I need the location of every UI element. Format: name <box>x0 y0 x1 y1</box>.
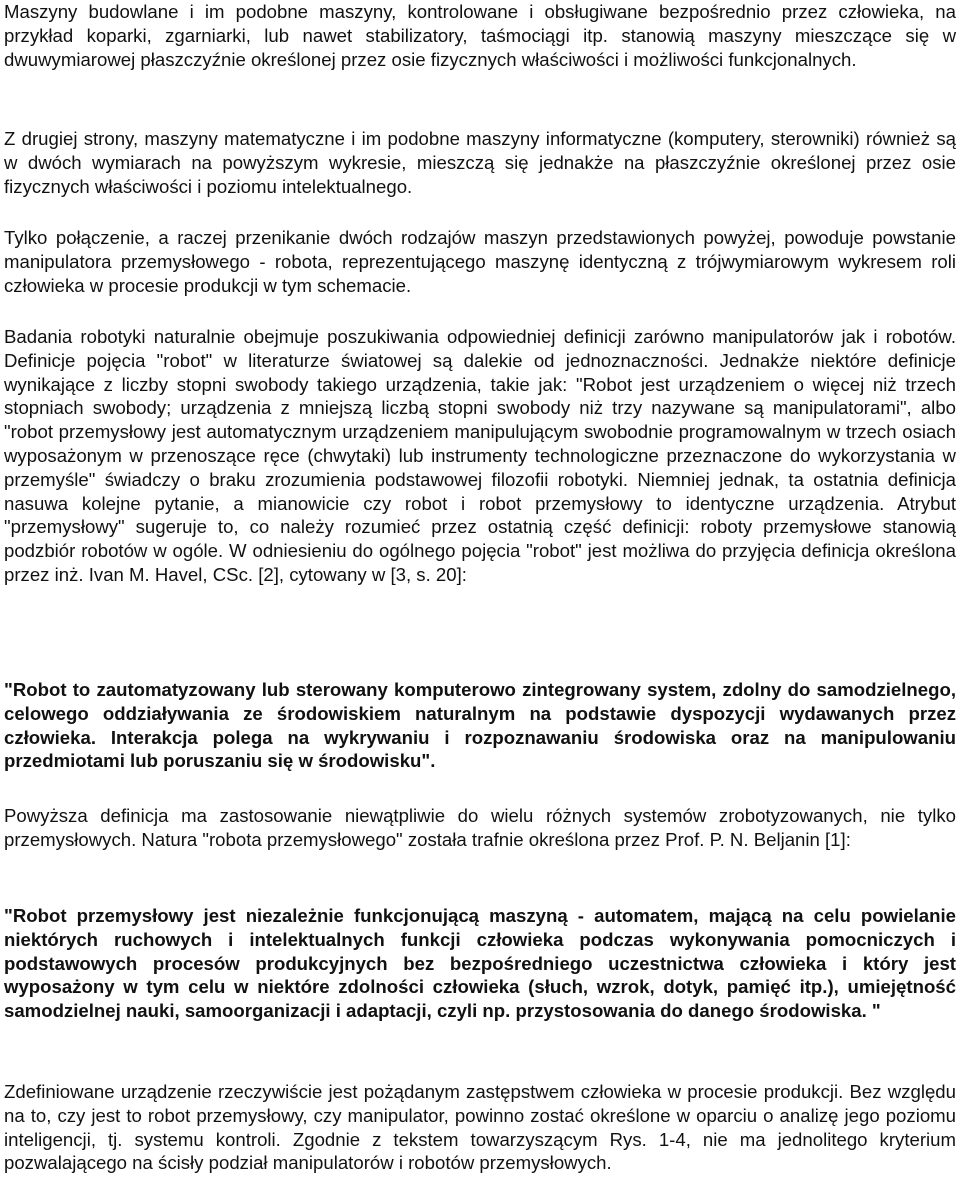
paragraph-construction-machines: Maszyny budowlane i im podobne maszyny, kontrolowane i obsługiwane bezpośrednio przez człowieka, na przykład koparki, zgarniarki, lub nawet stabilizatory, taśmociągi itp. stanowią maszyny mieszczące się w dwuwymiarowej płaszczyźnie określonej przez osie fizycznych właściwości i możliwości funkcjonalnych. <box>4 1 956 70</box>
paragraph-manipulator-origin: Tylko połączenie, a raczej przenikanie dwóch rodzajów maszyn przedstawionych powyżej, powoduje powstanie manipulatora przemysłowego - robota, reprezentującego maszynę identyczną z trójwymiarowym wykresem roli człowieka w procesie produkcji w tym schemacie. <box>4 227 956 296</box>
paragraph-conclusion: Zdefiniowane urządzenie rzeczywiście jest pożądanym zastępstwem człowieka w procesie produkcji. Bez względu na to, czy jest to robot przemysłowy, czy manipulator, powinno zostać określone w oparciu o analizę jego poziomu inteligencji, tj. systemu kontroli. Zgodnie z tekstem towarzyszącym Rys. 1-4, nie ma jednolitego kryterium pozwalającego na ścisły podział manipulatorów i robotów przemysłowych. <box>4 1081 956 1174</box>
quote-havel-definition: "Robot to zautomatyzowany lub sterowany komputerowo zintegrowany system, zdolny do samodzielnego, celowego oddziaływania ze środowiskiem naturalnym na podstawie dyspozycji wydawanych przez człowieka. Interakcja polega na wykrywaniu i rozpoznawaniu środowiska oraz na manipulowaniu przedmiotami lub poruszaniu się w środowisku". <box>4 679 956 772</box>
paragraph-mathematical-machines: Z drugiej strony, maszyny matematyczne i im podobne maszyny informatyczne (komputery, sterowniki) również są w dwóch wymiarach na powyższym wykresie, mieszczą się jednakże na płaszczyźnie określonej przez osie fizycznych właściwości i poziomu intelektualnego. <box>4 128 956 197</box>
quote-beljanin-definition: "Robot przemysłowy jest niezależnie funkcjonującą maszyną - automatem, mającą na celu powielanie niektórych ruchowych i intelektualnych funkcji człowieka podczas wykonywania pomocniczych i podstawowych procesów produkcyjnych bez bezpośredniego uczestnictwa człowieka i który jest wyposażony w tym celu w niektóre zdolności człowieka (słuch, wzrok, dotyk, pamięć itp.), umiejętność samodzielnej nauki, samoorganizacji i adaptacji, czyli np. przystosowania do danego środowiska. " <box>4 905 956 1022</box>
paragraph-definition-applicability: Powyższa definicja ma zastosowanie niewątpliwie do wielu różnych systemów zrobotyzowanych, nie tylko przemysłowych. Natura "robota przemysłowego" została trafnie określona przez Prof. P. N. Beljanin [1]: <box>4 805 956 850</box>
paragraph-robot-definitions: Badania robotyki naturalnie obejmuje poszukiwania odpowiedniej definicji zarówno manipulatorów jak i robotów. Definicje pojęcia "robot" w literaturze światowej są dalekie od jednoznaczności. Jednakże niektóre definicje wynikające z liczby stopni swobody takiego urządzenia, takie jak: "Robot jest urządzeniem o więcej niż trzech stopniach swobody; urządzenia z mniejszą liczbą stopni swobody niż trzy nazywane są manipulatorami", albo "robot przemysłowy jest automatycznym urządzeniem manipulującym swobodnie programowalnym w trzech osiach wyposażonym w przenoszące ręce (chwytaki) lub instrumenty technologiczne przeznaczone do wykorzystania w przemyśle" świadczy o braku zrozumienia podstawowej filozofii robotyki. Niemniej jednak, ta ostatnia definicja nasuwa kolejne pytanie, a mianowicie czy robot i robot przemysłowy to identyczne urządzenia. Atrybut "przemysłowy" sugeruje to, co należy rozumieć przez ostatnią część definicji: roboty przemysłowe stanowią podzbiór robotów w ogóle. W odniesieniu do ogólnego pojęcia "robot" jest możliwa do przyjęcia definicja określona przez inż. Ivan M. Havel, CSc. [2], cytowany w [3, s. 20]: <box>4 326 956 585</box>
